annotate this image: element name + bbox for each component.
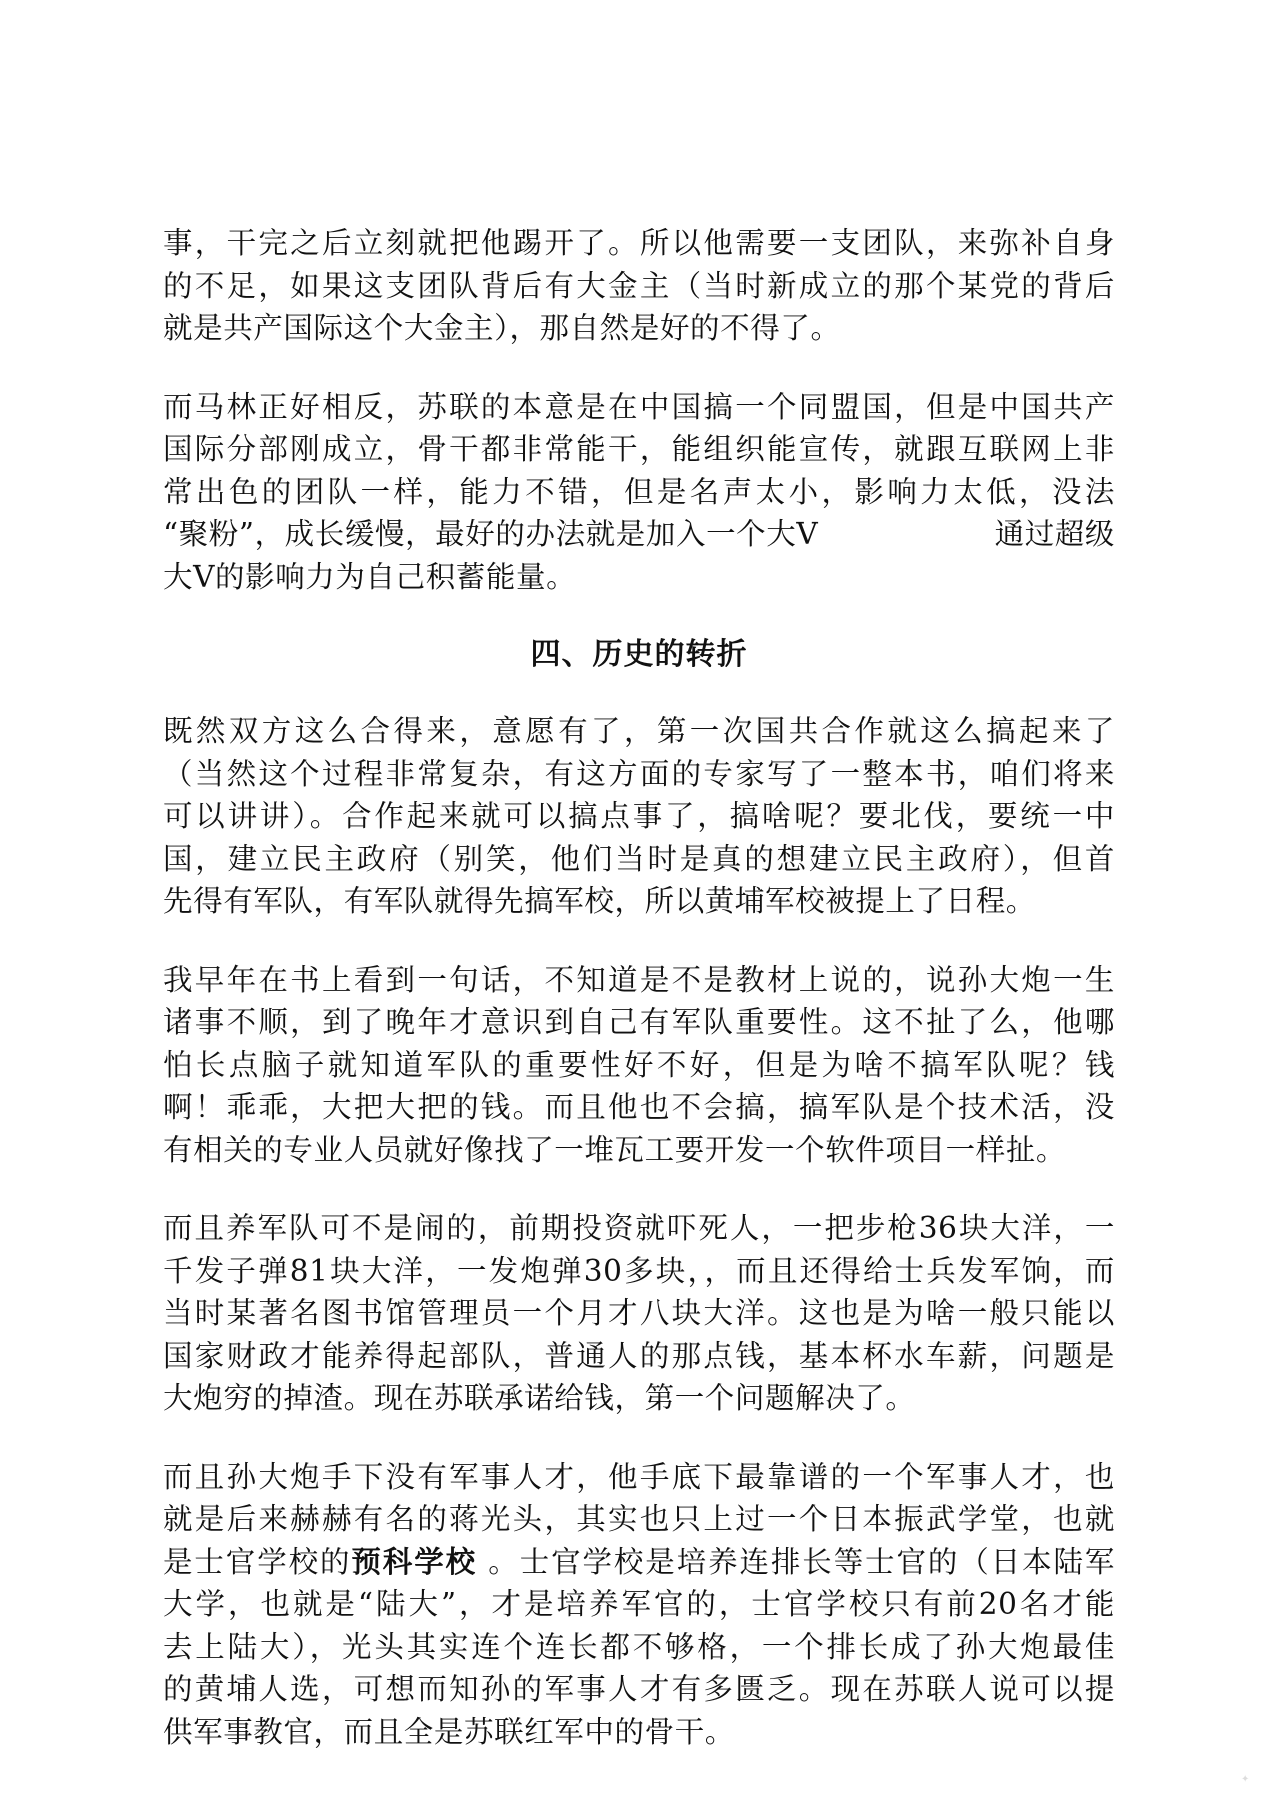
text-line: （当然这个过程非常复杂，有这方面的专家写了一整本书，咱们将来 xyxy=(163,756,1115,791)
text-line-with-bold xyxy=(163,1541,1115,1584)
text-line: 怕长点脑子就知道军队的重要性好不好，但是为啥不搞军队呢？钱 xyxy=(163,1047,1115,1082)
text-line: 的黄埔人选，可想而知孙的军事人才有多匮乏。现在苏联人说可以提 xyxy=(163,1672,1115,1706)
text-line: 就是后来赫赫有名的蒋光头，其实也只上过一个日本振武学堂，也就 xyxy=(163,1502,1115,1536)
text-line: 有相关的专业人员就好像找了一堆瓦工要开发一个软件项目一样扯。 xyxy=(163,1132,1067,1167)
paragraph-3 xyxy=(163,710,1115,923)
text-segment: 是士官学校的 xyxy=(163,1544,352,1579)
text-line: 就是共产国际这个大金主），那自然是好的不得了。 xyxy=(163,311,841,345)
section-heading: 四、历史的转折 xyxy=(530,637,748,672)
text-line: 事，干完之后立刻就把他踢开了。所以他需要一支团队，来弥补自身 xyxy=(163,226,1115,260)
text-line: 先得有军队，有军队就得先搞军校，所以黄埔军校被提上了日程。 xyxy=(163,884,1036,918)
text-line: 的不足，如果这支团队背后有大金主（当时新成立的那个某党的背后 xyxy=(163,268,1115,303)
corner-mark-icon: ✦ xyxy=(1241,1774,1250,1785)
text-line: 大炮穷的掉渣。现在苏联承诺给钱，第一个问题解决了。 xyxy=(163,1381,916,1415)
text-line: 诸事不顺，到了晚年才意识到自己有军队重要性。这不扯了么，他哪 xyxy=(163,1005,1115,1039)
text-line: 国，建立民主政府（别笑，他们当时是真的想建立民主政府），但首 xyxy=(163,841,1115,876)
paragraph-6 xyxy=(163,1456,1115,1754)
text-line: 啊！乖乖，大把大把的钱。而且他也不会搞，搞军队是个技术活，没 xyxy=(163,1090,1115,1124)
paragraph-2 xyxy=(163,386,1115,599)
text-line: 大学，也就是“陆大”，才是培养军官的，士官学校只有前20名才能 xyxy=(163,1587,1115,1621)
text-line: 去上陆大），光头其实连个连长都不够格，一个排长成了孙大炮最佳 xyxy=(163,1629,1115,1664)
text-line: 常出色的团队一样，能力不错，但是名声太小，影响力太低，没法 xyxy=(163,474,1115,509)
text-segment: 。士官学校是培养连排长等士官的（日本陆军 xyxy=(477,1544,1115,1579)
text-line-with-gap xyxy=(163,513,1115,556)
paragraph-5 xyxy=(163,1207,1115,1420)
text-line: 而且养军队可不是闹的，前期投资就吓死人，一把步枪36块大洋，一 xyxy=(163,1211,1115,1245)
text-line: 而且孙大炮手下没有军事人才，他手底下最靠谱的一个军事人才，也 xyxy=(163,1459,1115,1494)
text-line: 既然双方这么合得来，意愿有了，第一次国共合作就这么搞起来了 xyxy=(163,714,1115,748)
text-line: 可以讲讲）。合作起来就可以搞点事了，搞啥呢？要北伐，要统一中 xyxy=(163,799,1115,833)
text-line: 国家财政才能养得起部队，普通人的那点钱，基本杯水车薪，问题是 xyxy=(163,1338,1115,1373)
bold-term: 预科学校 xyxy=(351,1543,478,1579)
text-line: 供军事教官，而且全是苏联红军中的骨干。 xyxy=(163,1714,735,1749)
text-segment: “聚粉”，成长缓慢，最好的办法就是加入一个大V xyxy=(163,517,819,551)
text-line: 当时某著名图书馆管理员一个月才八块大洋。这也是为啥一般只能以 xyxy=(163,1296,1115,1330)
paragraph-1 xyxy=(163,222,1115,350)
text-segment: 通过超级 xyxy=(994,517,1115,551)
document-page xyxy=(163,222,1115,1789)
paragraph-4 xyxy=(163,959,1115,1172)
text-line: 我早年在书上看到一句话，不知道是不是教材上说的，说孙大炮一生 xyxy=(163,962,1115,997)
text-line: 千发子弹81块大洋，一发炮弹30多块，，而且还得给士兵发军饷，而 xyxy=(163,1253,1115,1288)
text-line: 国际分部刚成立，骨干都非常能干，能组织能宣传，就跟互联网上非 xyxy=(163,432,1115,466)
text-line: 而马林正好相反，苏联的本意是在中国搞一个同盟国，但是中国共产 xyxy=(163,389,1115,424)
text-line: 大V的影响力为自己积蓄能量。 xyxy=(163,559,577,594)
